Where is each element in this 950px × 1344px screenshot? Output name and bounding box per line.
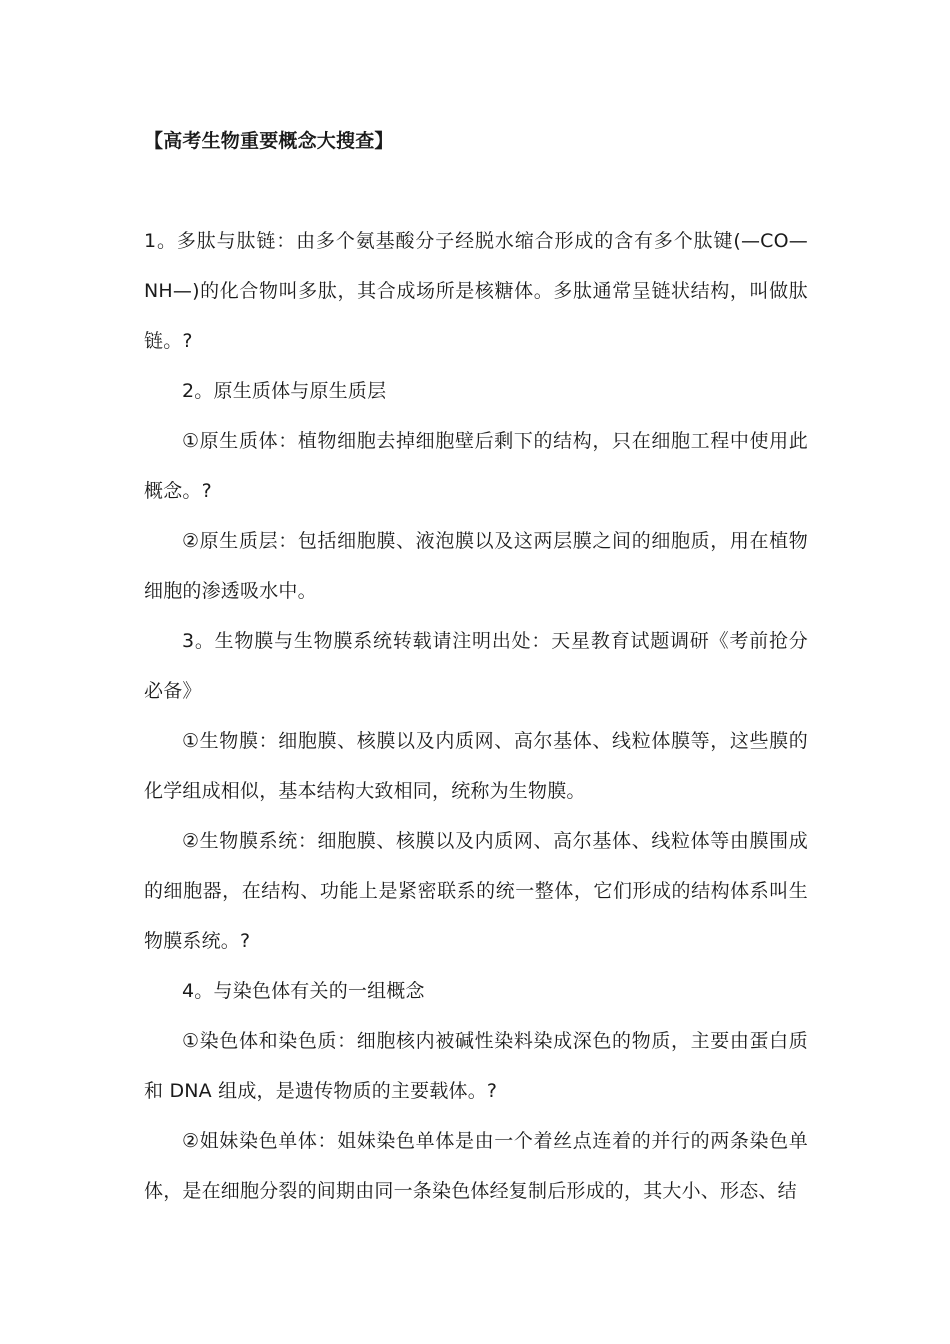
paragraph-protoplast: ①原生质体：植物细胞去掉细胞壁后剩下的结构，只在细胞工程中使用此概念。? xyxy=(144,430,808,502)
title-spacer xyxy=(144,166,808,216)
paragraph-protoplast-heading: 2。原生质体与原生质层 xyxy=(182,380,387,402)
paragraph-biomembrane: ①生物膜：细胞膜、核膜以及内质网、高尔基体、线粒体膜等，这些膜的化学组成相似，基本结构大致相同，统称为生物膜。 xyxy=(144,730,808,802)
document-content xyxy=(144,116,808,1216)
paragraph-biomembrane-heading: 3。生物膜与生物膜系统转载请注明出处：天星教育试题调研《考前抢分必备》 xyxy=(144,630,808,702)
paragraph-polypeptide: 1。多肽与肽链：由多个氨基酸分子经脱水缩合形成的含有多个肽键(—CO—NH—)的化合物叫多肽，其合成场所是核糖体。多肽通常呈链状结构，叫做肽链。? xyxy=(144,230,808,352)
paragraph-chromosome-heading: 4。与染色体有关的一组概念 xyxy=(182,980,425,1002)
paragraph-sister-chromatids: ②姐妹染色单体：姐妹染色单体是由一个着丝点连着的并行的两条染色单体，是在细胞分裂的间期由同一条染色体经复制后形成的，其大小、形态、结 xyxy=(144,1130,808,1202)
document-title: 【高考生物重要概念大搜查】 xyxy=(144,130,394,152)
paragraph-protoplasmic-layer: ②原生质层：包括细胞膜、液泡膜以及这两层膜之间的细胞质，用在植物细胞的渗透吸水中。 xyxy=(144,530,808,602)
paragraph-biomembrane-system: ②生物膜系统：细胞膜、核膜以及内质网、高尔基体、线粒体等由膜围成的细胞器，在结构、功能上是紧密联系的统一整体，它们形成的结构体系叫生物膜系统。? xyxy=(144,830,808,952)
paragraph-chromosome-chromatin: ①染色体和染色质：细胞核内被碱性染料染成深色的物质，主要由蛋白质和 DNA 组成，是遗传物质的主要载体。? xyxy=(144,1030,808,1102)
